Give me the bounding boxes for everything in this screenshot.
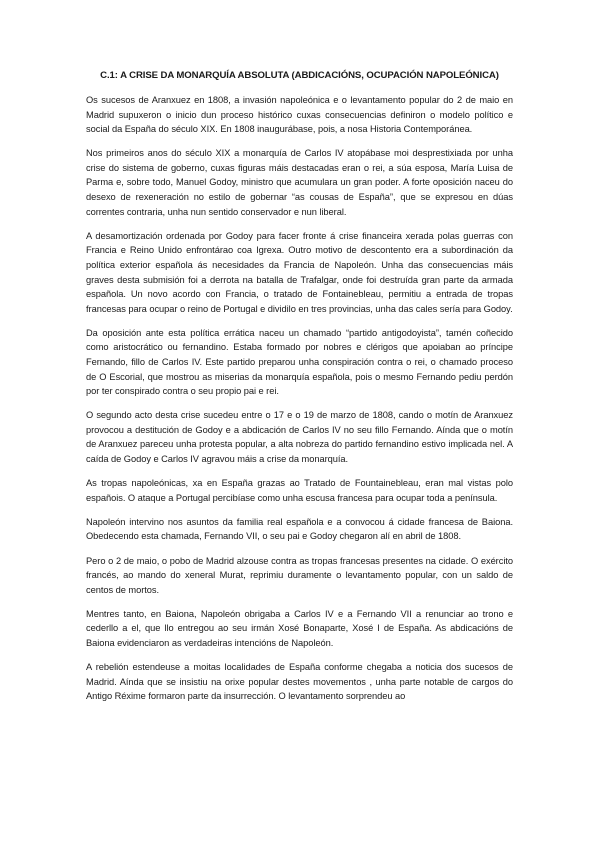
page-title: C.1: A CRISE DA MONARQUÍA ABSOLUTA (ABDICACIÓNS, OCUPACIÓN NAPOLEÓNICA) — [100, 70, 499, 81]
paragraph: Nos primeiros anos do século XIX a monarquía de Carlos IV atopábase moi desprestixiada por unha crise do sistema de goberno, cuxas figuras máis destacadas eran o rei, a súa esposa, María Luisa de Parma e, sobre todo, Manuel Godoy, ministro que acumulara un gran poder. A forte oposición naceu do desexo de rexeneración no estilo de gobernar “as cousas de España”, que se expresou en dúas correntes contraria, unha nun sentido conservador e nun liberal. — [86, 148, 513, 217]
paragraph: Pero o 2 de maio, o pobo de Madrid alzouse contra as tropas francesas presentes na cidade. O exército francés, ao mando do xeneral Murat, reprimiu duramente o levantamento popular, con un saldo de centos de mortos. — [86, 555, 513, 595]
paragraph: A rebelión estendeuse a moitas localidades de España conforme chegaba a noticia dos sucesos de Madrid. Aínda que se insistiu na orixe popular destes movementos , unha parte notable de cargos do Antigo Réxime formaron parte da insurrección. O levantamento sorprendeu ao — [86, 662, 513, 702]
paragraph: Mentres tanto, en Baiona, Napoleón obrigaba a Carlos IV e a Fernando VII a renunciar ao trono e cederllo a el, que llo entregou ao seu irmán Xosé Bonaparte, Xosé I de España. As abdicacións de Baiona evidenciaron as verdadeiras intencións de Napoleón. — [86, 608, 513, 648]
paragraph: Da oposición ante esta política errática naceu un chamado “partido antigodoyista”, tamén coñecido como aristocrático ou fernandino. Estaba formado por nobres e clérigos que apoiaban ao príncipe Fernando, fillo de Carlos IV. Este partido preparou unha conspiración contra o rei, o chamado proceso de O Escorial, que mostrou as miserias da monarquía española, pois o mesmo Fernando pediu perdón por ter conspirado contra o seu propio pai e rei. — [86, 327, 513, 397]
paragraph: Napoleón intervino nos asuntos da familia real española e a convocou á cidade francesa de Baiona. Obedecendo esta chamada, Fernando VII, o seu pai e Godoy chegaron alí en abril de 1808. — [86, 516, 513, 542]
paragraph: Os sucesos de Aranxuez en 1808, a invasión napoleónica e o levantamento popular do 2 de maio en Madrid supuxeron o inicio dun proceso histórico cuxas consecuencias definiron o modelo político e social da España do século XIX. En 1808 inaugurábase, pois, a nosa Historia Contemporánea. — [86, 95, 513, 135]
paragraph: O segundo acto desta crise sucedeu entre o 17 e o 19 de marzo de 1808, cando o motín de Aranxuez provocou a destitución de Godoy e a abdicación de Carlos IV no seu fillo Fernando. Aínda que o motín de Aranxuez pareceu unha protesta popular, a alta nobreza do partido fernandino estivo implicada nel. A caída de Godoy e Carlos IV agravou máis a crise da monarquía. — [86, 410, 513, 465]
paragraph: A desamortización ordenada por Godoy para facer fronte á crise financeira xerada polas guerras con Francia e Reino Unido enfrontárao coa Igrexa. Outro motivo de descontento era a subordinación da política exterior española ás necesidades da Francia de Napoleón. Unha das consecuencias máis graves desta submisión foi a derrota na batalla de Trafalgar, onde foi destruída gran parte da armada española. Un novo acordo con Francia, o tratado de Fontainebleau, permitiu a entrada de tropas francesas para ocupar o reino de Portugal e dividilo en tres provincias, unha das cales sería para Godoy. — [86, 230, 513, 314]
paragraph: As tropas napoleónicas, xa en España grazas ao Tratado de Fountainebleau, eran mal vistas polo españois. O ataque a Portugal percibíase como unha escusa francesa para ocupar toda a península. — [86, 478, 513, 503]
